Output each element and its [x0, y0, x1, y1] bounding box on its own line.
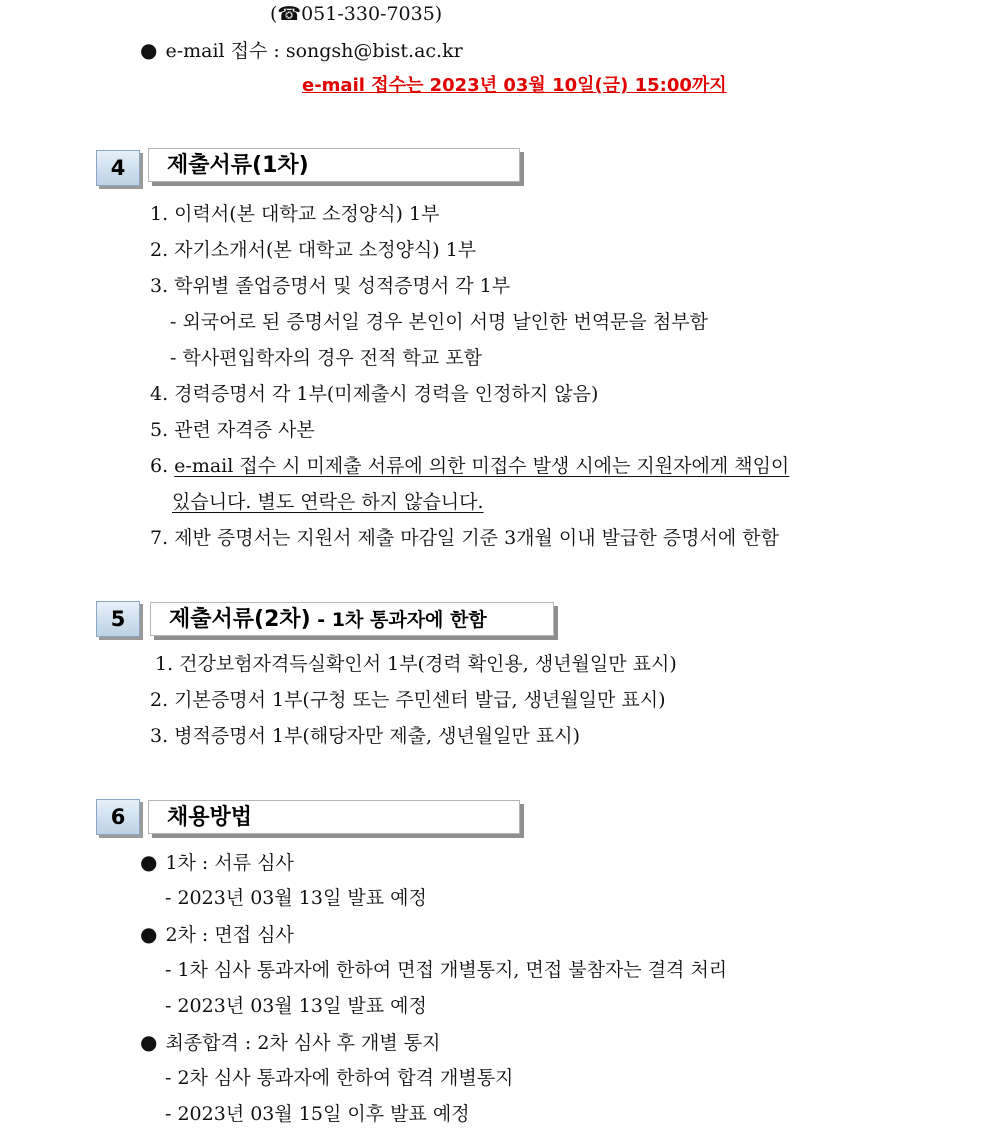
- section-title-5-text: 제출서류(2차): [169, 607, 311, 632]
- bullet-icon: ●: [140, 1030, 158, 1054]
- underlined-notice: e-mail 접수 시 미제출 서류에 의한 미접수 발생 시에는 지원자에게 책임이: [174, 455, 790, 477]
- list-item: 1. 이력서(본 대학교 소정양식) 1부: [150, 203, 440, 225]
- list-item: 2. 자기소개서(본 대학교 소정양식) 1부: [150, 239, 477, 261]
- list-item: [140, 849, 294, 876]
- list-item: 2. 기본증명서 1부(구청 또는 주민센터 발급, 생년월일만 표시): [150, 689, 666, 711]
- list-subitem: - 외국어로 된 증명서일 경우 본인이 서명 날인한 번역문을 첨부함: [170, 311, 708, 333]
- bullet-icon: ●: [140, 850, 158, 874]
- email-line-text: e-mail 접수 : songsh@bist.ac.kr: [165, 40, 463, 62]
- list-item-number: 6.: [150, 455, 175, 477]
- section-number-4: 4: [96, 150, 140, 186]
- list-item-text: 1차 : 서류 심사: [165, 852, 294, 874]
- list-item: 4. 경력증명서 각 1부(미제출시 경력을 인정하지 않음): [150, 383, 599, 405]
- list-item: 7. 제반 증명서는 지원서 제출 마감일 기준 3개월 이내 발급한 증명서에 한함: [150, 527, 779, 549]
- section-title-6: 채용방법: [148, 800, 520, 834]
- list-item-text: 2차 : 면접 심사: [165, 924, 294, 946]
- list-item: 1. 건강보험자격득실확인서 1부(경력 확인용, 생년월일만 표시): [155, 653, 677, 675]
- section-number-5: 5: [96, 601, 140, 637]
- list-subitem: - 2차 심사 통과자에 한하여 합격 개별통지: [165, 1067, 514, 1089]
- list-item: 3. 병적증명서 1부(해당자만 제출, 생년월일만 표시): [150, 725, 581, 747]
- section-subtitle-5: - 1차 통과자에 한함: [310, 609, 487, 631]
- list-item: [140, 921, 294, 948]
- list-item: 3. 학위별 졸업증명서 및 성적증명서 각 1부: [150, 275, 511, 297]
- section-title-4: 제출서류(1차): [148, 148, 520, 182]
- list-item: [140, 1029, 440, 1056]
- list-subitem: - 학사편입학자의 경우 전적 학교 포함: [170, 347, 482, 369]
- bullet-icon: ●: [140, 922, 158, 946]
- list-subitem: - 2023년 03월 15일 이후 발표 예정: [165, 1103, 470, 1125]
- list-item: [150, 453, 789, 479]
- list-subitem: - 2023년 03월 13일 발표 예정: [165, 995, 427, 1017]
- list-item-text: 최종합격 : 2차 심사 후 개별 통지: [165, 1032, 441, 1054]
- email-line: [140, 37, 463, 64]
- phone-number: (☎051-330-7035): [270, 3, 443, 25]
- list-subitem: - 1차 심사 통과자에 한하여 면접 개별통지, 면접 불참자는 결격 처리: [165, 959, 728, 981]
- bullet-icon: ●: [140, 38, 158, 62]
- list-subitem: - 2023년 03월 13일 발표 예정: [165, 887, 427, 909]
- email-deadline: e-mail 접수는 2023년 03월 10일(금) 15:00까지: [302, 75, 727, 96]
- underlined-notice-continued: [172, 489, 484, 515]
- underlined-notice-text: 있습니다. 별도 연락은 하지 않습니다.: [172, 491, 484, 513]
- section-number-6: 6: [96, 799, 140, 835]
- section-title-5: [150, 602, 554, 636]
- list-item: 5. 관련 자격증 사본: [150, 419, 315, 441]
